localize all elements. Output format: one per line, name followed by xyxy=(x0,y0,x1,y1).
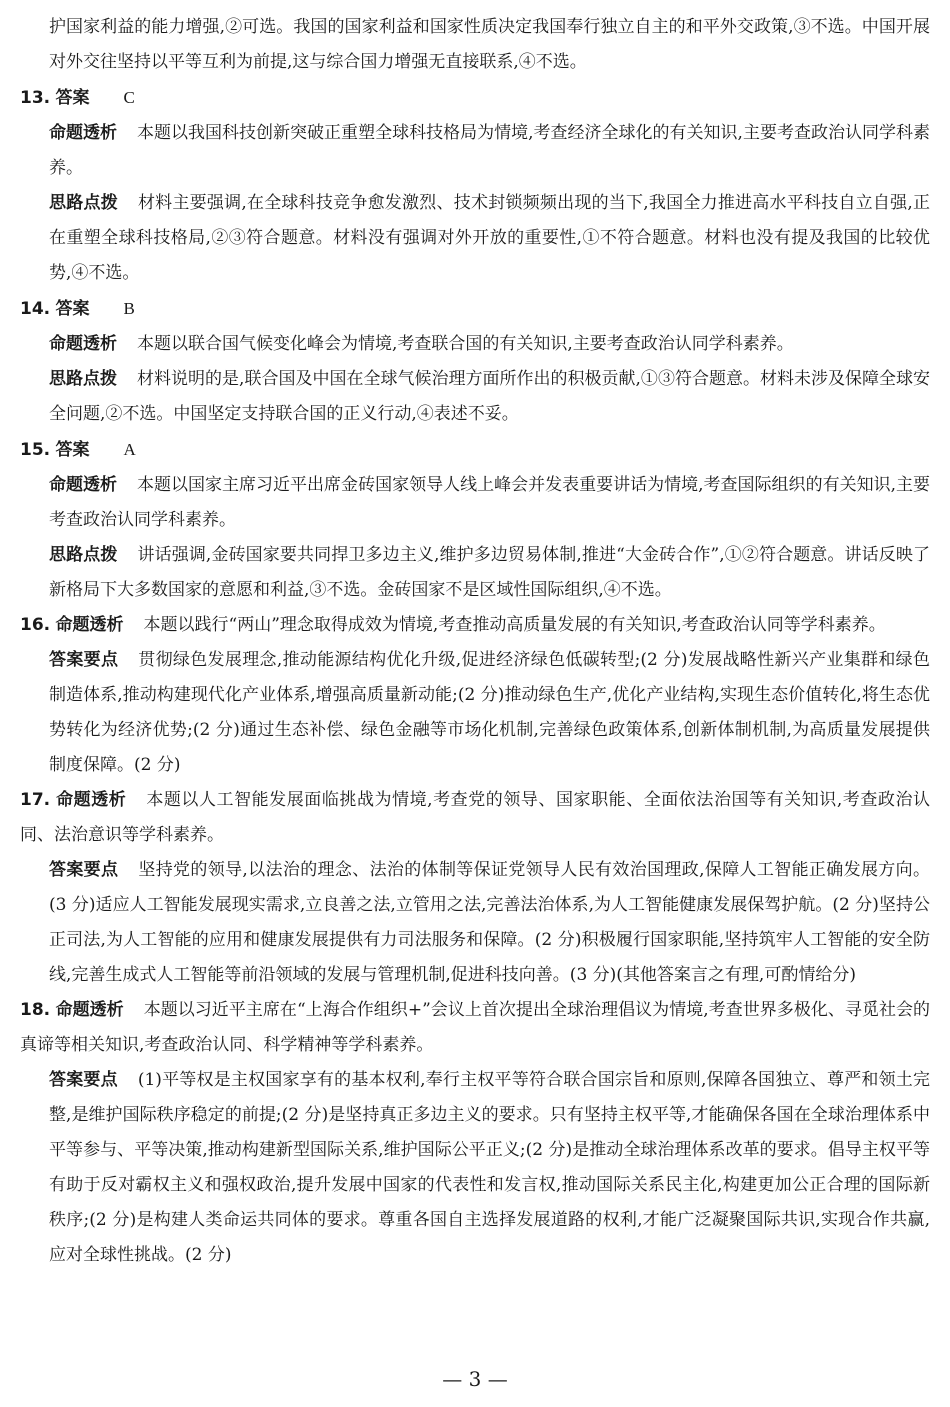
q18-key-points xyxy=(20,1063,930,1273)
q15-analysis xyxy=(20,468,930,538)
q15-number: 15. xyxy=(20,440,51,460)
q14-analysis xyxy=(20,327,930,362)
q14-analysis-label: 命题透析 xyxy=(49,334,117,354)
q13-answer-line xyxy=(20,80,930,116)
q17-analysis-label: 命题透析 xyxy=(56,790,127,810)
q17-key-points-text: 坚持党的领导,以法治的理念、法治的体制等保证党领导人民有效治国理政,保障人工智能正确发展方向。(3 分)适应人工智能发展现实需求,立良善之法,立管用之法,完善法治体系,为人工智能健康发展保驾护航。(2 分)坚持公正司法,为人工智能的应用和健康发展提供有力司法服务和保障。(2 分)积极履行国家职能,坚持筑牢人工智能的安全防线,完善生成式人工智能等前沿领域的发展与管理机制,促进科技向善。(3 分)(其他答案言之有理,可酌情给分) xyxy=(49,860,930,985)
q13-hint-text: 材料主要强调,在全球科技竞争愈发激烈、技术封锁频频出现的当下,我国全力推进高水平科技自立自强,正在重塑全球科技格局,②③符合题意。材料没有强调对外开放的重要性,①不符合题意。材料也没有提及我国的比较优势,④不选。 xyxy=(49,193,931,283)
q16-analysis-text: 本题以践行“两山”理念取得成效为情境,考查推动高质量发展的有关知识,考查政治认同等学科素养。 xyxy=(143,615,886,635)
q16-key-points-label: 答案要点 xyxy=(49,650,119,670)
q18-analysis-label: 命题透析 xyxy=(55,1000,124,1020)
q13-answer-label: 答案 xyxy=(55,88,90,108)
q17-key-points xyxy=(20,853,930,993)
q18-analysis-text: 本题以习近平主席在“上海合作组织+”会议上首次提出全球治理倡议为情境,考查世界多极化、寻觅社会的真谛等相关知识,考查政治认同、科学精神等学科素养。 xyxy=(20,1000,931,1055)
q13-hint xyxy=(20,186,930,291)
q14-hint-text: 材料说明的是,联合国及中国在全球气候治理方面所作出的积极贡献,①③符合题意。材料未涉及保障全球安全问题,②不选。中国坚定支持联合国的正义行动,④表述不妥。 xyxy=(49,369,930,424)
q15-hint-text: 讲话强调,金砖国家要共同捍卫多边主义,维护多边贸易体制,推进“大金砖合作”,①②符合题意。讲话反映了新格局下大多数国家的意愿和利益,③不选。金砖国家不是区域性国际组织,④不选。 xyxy=(49,545,931,600)
q13-hint-label: 思路点拨 xyxy=(49,193,118,213)
q13-analysis-label: 命题透析 xyxy=(49,123,118,143)
q15-answer-line xyxy=(20,432,930,468)
q13-analysis-text: 本题以我国科技创新突破正重塑全球科技格局为情境,考查经济全球化的有关知识,主要考查政治认同学科素养。 xyxy=(49,123,930,178)
q15-answer-label: 答案 xyxy=(55,440,90,460)
page-number: — 3 — xyxy=(442,1367,508,1391)
q17-analysis xyxy=(20,783,930,853)
q16-analysis-label: 命题透析 xyxy=(55,615,124,635)
q13-analysis xyxy=(20,116,930,186)
q18-key-points-label: 答案要点 xyxy=(49,1070,118,1090)
q14-answer-letter: B xyxy=(123,299,135,318)
q18-key-points-text: (1)平等权是主权国家享有的基本权利,奉行主权平等符合联合国宗旨和原则,保障各国独立、尊严和领土完整,是维护国际秩序稳定的前提;(2 分)是坚持真正多边主义的要求。只有坚持主权平等,才能确保各国在全球治理体系中平等参与、平等决策,推动构建新型国际关系,维护国际公平正义;(2 分)是推动全球治理体系改革的要求。倡导主权平等有助于反对霸权主义和强权政治,提升发展中国家的代表性和发言权,推动国际关系民主化,构建更加公正合理的国际新秩序;(2 分)是构建人类命运共同体的要求。尊重各国自主选择发展道路的权利,才能广泛凝聚国际共识,实现合作共赢,应对全球性挑战。(2 分) xyxy=(49,1070,930,1265)
q15-answer-letter: A xyxy=(123,440,136,459)
q13-answer-letter: C xyxy=(123,88,135,107)
q15-hint-label: 思路点拨 xyxy=(49,545,118,565)
q15-analysis-text: 本题以国家主席习近平出席金砖国家领导人线上峰会并发表重要讲话为情境,考查国际组织的有关知识,主要考查政治认同学科素养。 xyxy=(49,475,930,530)
q14-answer-label: 答案 xyxy=(55,299,90,319)
q15-analysis-label: 命题透析 xyxy=(49,475,118,495)
q15-hint xyxy=(20,538,930,608)
q16-key-points xyxy=(20,643,930,783)
q18-number: 18. xyxy=(20,1000,51,1020)
q14-answer-line xyxy=(20,291,930,327)
q16-key-points-text: 贯彻绿色发展理念,推动能源结构优化升级,促进经济绿色低碳转型;(2 分)发展战略性新兴产业集群和绿色制造体系,推动构建现代化产业体系,增强高质量新动能;(2 分)推动绿色生产,优化产业结构,实现生态价值转化,将生态优势转化为经济优势;(2 分)通过生态补偿、绿色金融等市场化机制,完善绿色政策体系,创新体制机制,为高质量发展提供制度保障。(2 分) xyxy=(49,650,930,775)
top-continuation-paragraph: 护国家利益的能力增强,②可选。我国的国家利益和国家性质决定我国奉行独立自主的和平外交政策,③不选。中国开展对外交往坚持以平等互利为前提,这与综合国力增强无直接联系,④不选。 xyxy=(49,17,930,72)
q17-key-points-label: 答案要点 xyxy=(49,860,119,880)
q17-number: 17. xyxy=(20,790,51,810)
q14-analysis-text: 本题以联合国气候变化峰会为情境,考查联合国的有关知识,主要考查政治认同学科素养。 xyxy=(137,334,794,354)
q14-hint-label: 思路点拨 xyxy=(49,369,118,389)
q18-analysis xyxy=(20,993,930,1063)
q14-number: 14. xyxy=(20,299,51,319)
q16-analysis xyxy=(20,608,930,643)
q14-hint xyxy=(20,362,930,432)
q13-number: 13. xyxy=(20,88,51,108)
q17-analysis-text: 本题以人工智能发展面临挑战为情境,考查党的领导、国家职能、全面依法治国等有关知识,考查政治认同、法治意识等学科素养。 xyxy=(20,790,931,845)
q16-number: 16. xyxy=(20,615,51,635)
